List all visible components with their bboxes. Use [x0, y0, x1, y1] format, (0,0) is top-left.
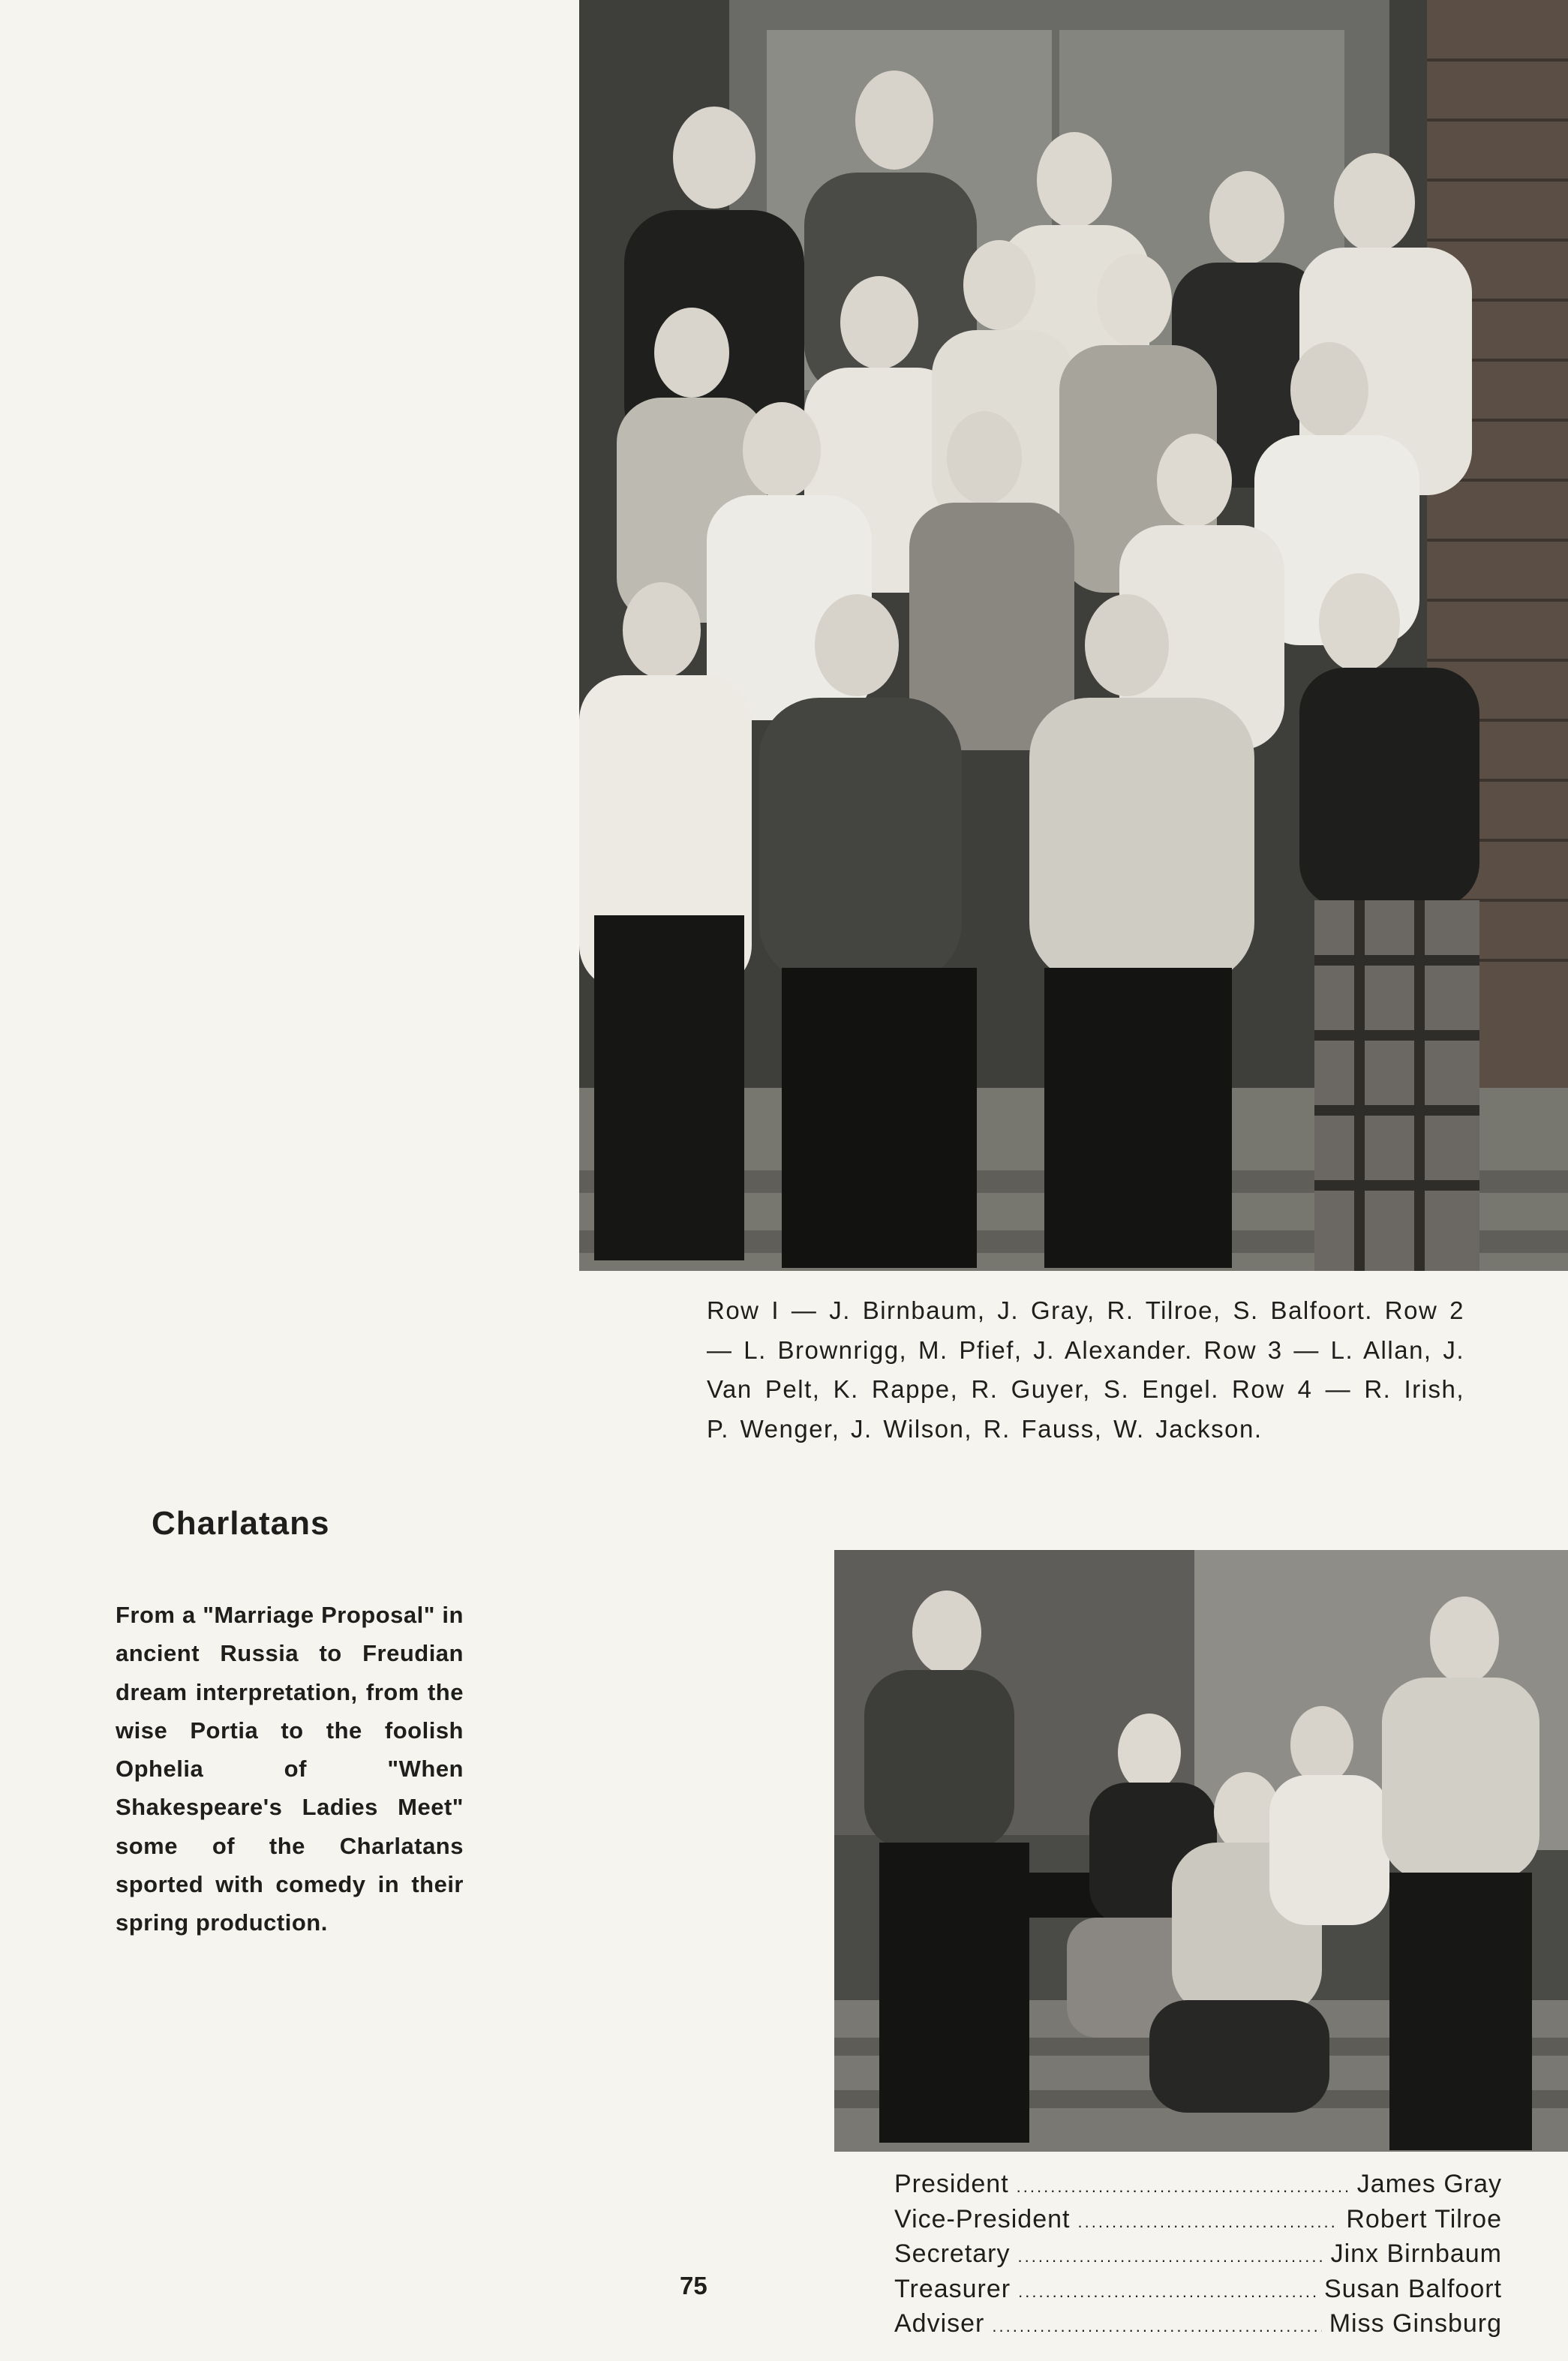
officer-role: Adviser — [894, 2309, 985, 2338]
officer-row — [894, 2203, 1502, 2239]
officer-row — [894, 2168, 1502, 2203]
officer-name: Susan Balfoort — [1323, 2274, 1502, 2303]
officer-name: Robert Tilroe — [1346, 2204, 1502, 2233]
group-photo-illustration — [579, 0, 1568, 1271]
article-title: Charlatans — [152, 1505, 330, 1542]
officer-role: Treasurer — [894, 2274, 1011, 2303]
officers-list — [894, 2168, 1502, 2343]
officer-name: James Gray — [1356, 2170, 1502, 2198]
group-photo-caption: Row I — J. Birnbaum, J. Gray, R. Tilroe, S. Balfoort. Row 2 — L. Brownrigg, M. Pfief, J. Alexander. Row 3 — L. Allan, J. Van Pelt, K. Rappe, R. Guyer, S. Engel. Row 4 — R. Irish, P. Wenger, J. Wilson, R. Fauss, W. Jackson. — [707, 1296, 1464, 1443]
officers-photo-illustration — [834, 1550, 1568, 2152]
officer-name: Miss Ginsburg — [1329, 2309, 1502, 2338]
page-number: 75 — [680, 2272, 707, 2299]
officer-row — [894, 2273, 1502, 2308]
officer-role: President — [894, 2170, 1009, 2198]
officer-role: Vice-President — [894, 2204, 1071, 2233]
leader-dots — [992, 2310, 1321, 2343]
leader-dots — [1078, 2206, 1339, 2239]
group-photo — [579, 0, 1568, 1271]
article-body: From a "Marriage Proposal" in ancient Russia to Freudian dream interpretation, from the wise Portia to the foolish Ophelia of "When Shakespeare's Ladies Meet" some of the Charlatans sported with comedy in their spring production. — [116, 1602, 464, 1936]
leader-dots — [1017, 2170, 1350, 2203]
officer-role: Secretary — [894, 2239, 1011, 2268]
officer-row — [894, 2308, 1502, 2343]
officers-photo — [834, 1550, 1568, 2152]
officer-row — [894, 2238, 1502, 2273]
officer-name: Jinx Birnbaum — [1330, 2239, 1502, 2268]
leader-dots — [1018, 2240, 1323, 2273]
leader-dots — [1018, 2275, 1317, 2308]
